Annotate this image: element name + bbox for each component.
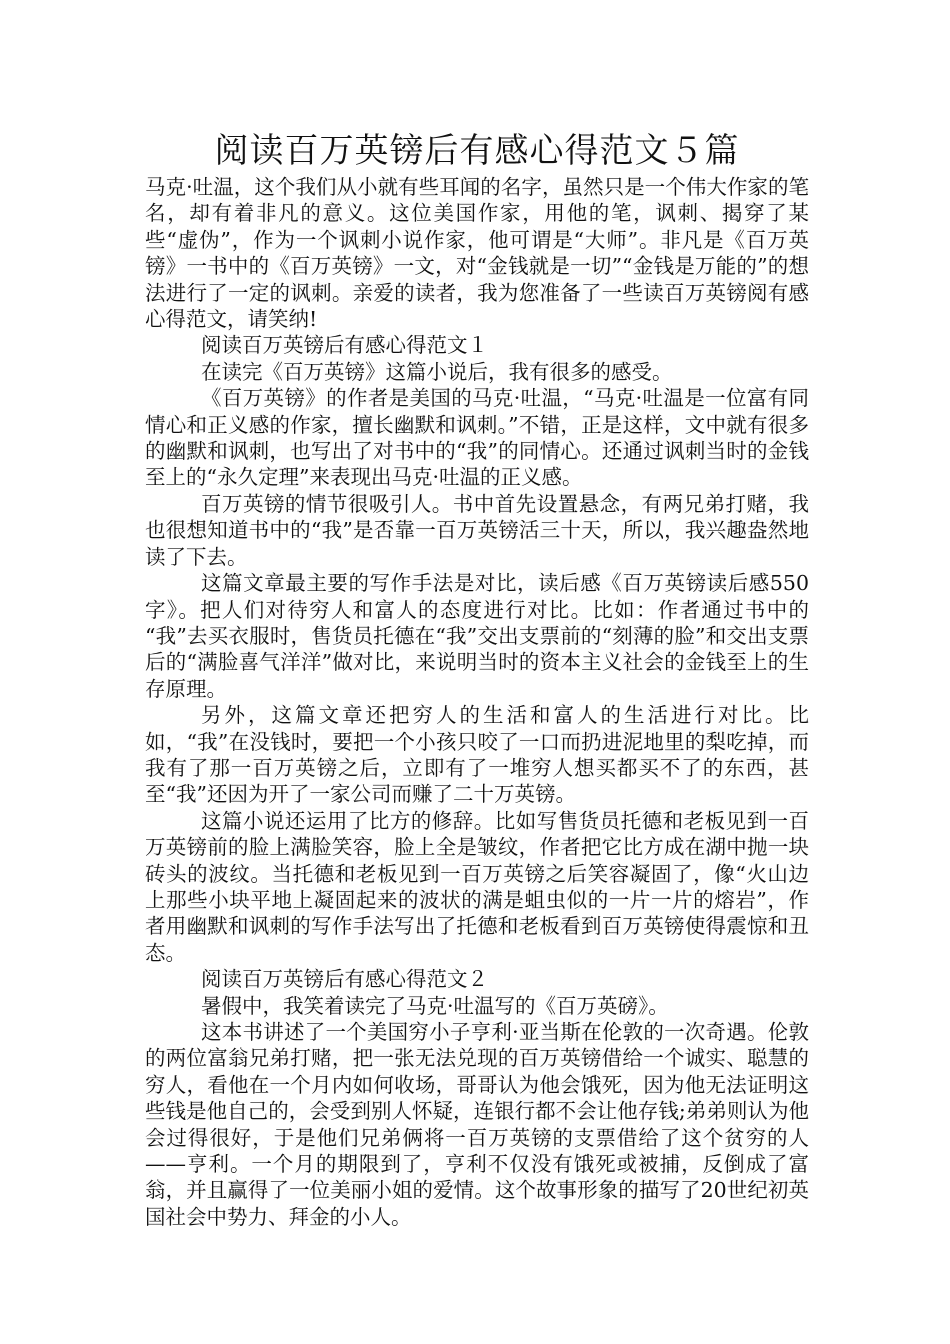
body-paragraph: 《百万英镑》的作者是美国的马克·吐温，“马克·吐温是一位富有同情心和正义感的作家，擅长幽默和讽刺。”不错，正是这样，文中就有很多的幽默和讽刺，也写出了对书中的“我”的同情心。还通过讽刺当时的金钱至上的“永久定理”来表现出马克·吐温的正义感。 <box>145 386 809 490</box>
body-paragraph: 暑假中，我笑着读完了马克·吐温写的《百万英磅》。 <box>201 993 669 1018</box>
body-paragraph: 百万英镑的情节很吸引人。书中首先设置悬念，有两兄弟打赌，我也很想知道书中的“我”是否靠一百万英镑活三十天，所以，我兴趣盎然地读了下去。 <box>145 491 809 569</box>
document-page <box>145 130 809 1230</box>
body-paragraph: 阅读百万英镑后有感心得范文１ <box>201 333 488 358</box>
document-title: 阅读百万英镑后有感心得范文５篇 <box>214 131 740 171</box>
document-body <box>145 174 809 1230</box>
body-paragraph: 马克·吐温，这个我们从小就有些耳闻的名字，虽然只是一个伟大作家的笔名，却有着非凡的意义。这位美国作家，用他的笔，讽刺、揭穿了某些“虚伪”，作为一个讽刺小说作家，他可谓是“大师”。非凡是《百万英镑》一书中的《百万英镑》一文，对“金钱就是一切”“金钱是万能的”的想法进行了一定的讽刺。亲爱的读者，我为您准备了一些读百万英镑阅有感心得范文，请笑纳! <box>145 175 809 332</box>
body-paragraph: 在读完《百万英镑》这篇小说后，我有很多的感受。 <box>201 359 673 384</box>
body-paragraph: 阅读百万英镑后有感心得范文２ <box>201 967 488 992</box>
body-paragraph: 这篇小说还运用了比方的修辞。比如写售货员托德和老板见到一百万英镑前的脸上满脸笑容，脸上全是皱纹，作者把它比方成在湖中抛一块砖头的波纹。当托德和老板见到一百万英镑之后笑容凝固了，像“火山边上那些小块平地上凝固起来的波状的满是蛆虫似的一片一片的熔岩”，作者用幽默和讽刺的写作手法写出了托德和老板看到百万英镑使得震惊和丑态。 <box>145 808 809 965</box>
body-paragraph: 这篇文章最主要的写作手法是对比，读后感《百万英镑读后感550字》。把人们对待穷人和富人的态度进行对比。比如：作者通过书中的 “我”去买衣服时，售货员托德在“我”交出支票前的“刻薄的脸”和交出支票后的“满脸喜气洋洋”做对比，来说明当时的资本主义社会的金钱至上的生存原理。 <box>145 571 809 701</box>
body-paragraph: 这本书讲述了一个美国穷小子亨利·亚当斯在伦敦的一次奇遇。伦敦的两位富翁兄弟打赌，把一张无法兑现的百万英镑借给一个诚实、聪慧的穷人，看他在一个月内如何收场，哥哥认为他会饿死，因为他无法证明这些钱是他自己的，会受到别人怀疑，连银行都不会让他存钱;弟弟则认为他会过得很好，于是他们兄弟俩将一百万英镑的支票借给了这个贫穷的人——亨利。一个月的期限到了，亨利不仅没有饿死或被捕，反倒成了富翁，并且赢得了一位美丽小姐的爱情。这个故事形象的描写了20世纪初英国社会中势力、拜金的小人。 <box>145 1020 809 1229</box>
body-paragraph: 另外，这篇文章还把穷人的生活和富人的生活进行对比。比如，“我”在没钱时，要把一个小孩只咬了一口而扔进泥地里的梨吃掉，而我有了那一百万英镑之后，立即有了一堆穷人想买都买不了的东西，甚至“我”还因为开了一家公司而赚了二十万英镑。 <box>145 703 809 807</box>
